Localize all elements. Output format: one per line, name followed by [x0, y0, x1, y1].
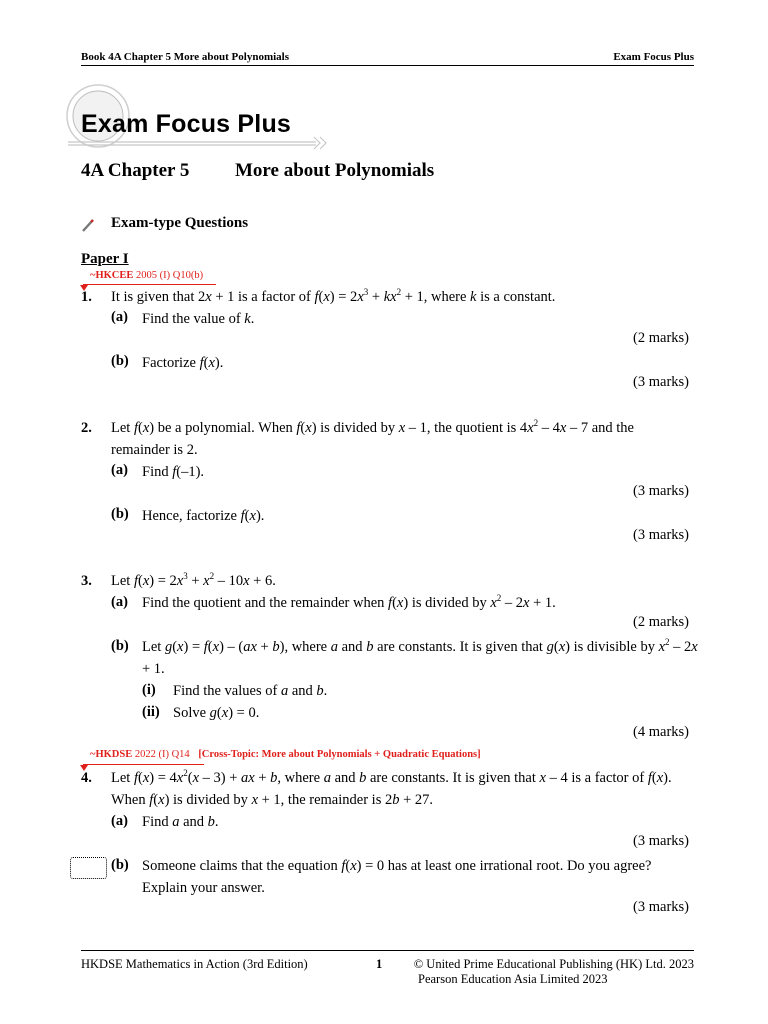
tag-underline	[83, 764, 204, 765]
question-2a-text: Find f(–1).	[142, 464, 205, 480]
footer-book-title: HKDSE Mathematics in Action (3rd Edition)	[81, 957, 308, 971]
question-1b-text: Factorize f(x).	[142, 355, 224, 371]
question-number: 1.	[81, 289, 92, 305]
part-label: (b)	[111, 638, 129, 654]
header-rule	[81, 65, 694, 66]
question-3b-text: Let g(x) = f(x) – (ax + b), where a and b are constants. It is given that g(x) is divisible by $x^2 - 2x + 1$.	[142, 637, 698, 677]
marks-label: (3 marks)	[633, 899, 689, 915]
tag-ref: 2022 (I) Q14	[134, 749, 190, 760]
tag-ref: 2005 (I) Q10(b)	[136, 270, 204, 281]
pencil-icon	[80, 217, 96, 233]
marks-label: (3 marks)	[633, 833, 689, 849]
question-4-text: Let $f(x) = 4x^2(x - 3)$ + ax + b, where a and b are constants. It is given that x – 4 is a factor of f(x). When f(x) is divided by x + 1, the remainder is 2b + 27.	[111, 768, 672, 808]
section-heading: Exam-type Questions	[111, 215, 249, 231]
subpart-label: (ii)	[142, 704, 160, 720]
source-tag-q1	[90, 270, 203, 281]
tag-exam: ~HKDSE	[90, 749, 133, 760]
question-number: 4.	[81, 770, 92, 786]
tag-cross-topic: [Cross-Topic: More about Polynomials + Quadratic Equations]	[198, 749, 481, 760]
paper-heading: Paper I	[81, 251, 129, 267]
question-number: 3.	[81, 573, 92, 589]
part-label: (a)	[111, 309, 128, 325]
marks-label: (3 marks)	[633, 374, 689, 390]
source-tag-q4	[90, 749, 481, 760]
part-label: (b)	[111, 506, 129, 522]
chapter-name: More about Polynomials	[235, 160, 435, 181]
question-3bi-text: Find the values of a and b.	[173, 683, 328, 699]
marks-label: (2 marks)	[633, 330, 689, 346]
marks-label: (3 marks)	[633, 527, 689, 543]
question-number: 2.	[81, 420, 92, 436]
question-3a-text: Find the quotient and the remainder when f(x) is divided by $x^2 - 2x + 1$.	[142, 593, 556, 611]
question-3bii-text: Solve g(x) = 0.	[173, 705, 260, 721]
marks-label: (4 marks)	[633, 724, 689, 740]
subpart-label: (i)	[142, 682, 156, 698]
chapter-number: 4A Chapter 5	[81, 160, 190, 181]
question-1-text: It is given that 2x + 1 is a factor of $f(x) = 2x^3 + kx^2 + 1$, where k is a constant.	[111, 287, 556, 305]
tag-underline	[83, 284, 216, 285]
question-3-text: Let $f(x) = 2x^3 + x^2 - 10x + 6$.	[111, 571, 276, 589]
page-title: Exam Focus Plus	[81, 110, 292, 138]
marks-label: (3 marks)	[633, 483, 689, 499]
part-label: (a)	[111, 594, 128, 610]
page-number: 1	[376, 957, 383, 971]
question-1a-text: Find the value of k.	[142, 311, 255, 327]
question-2b-text: Hence, factorize f(x).	[142, 508, 265, 524]
marks-label: (2 marks)	[633, 614, 689, 630]
footer-rule	[81, 950, 694, 951]
part-label: (a)	[111, 462, 128, 478]
answer-box[interactable]	[70, 857, 107, 879]
tag-exam: ~HKCEE	[90, 270, 134, 281]
part-label: (b)	[111, 353, 129, 369]
part-label: (a)	[111, 813, 128, 829]
question-4b-text: Someone claims that the equation f(x) = 0 has at least one irrational root. Do you agree? Explain your answer.	[142, 858, 652, 896]
part-label: (b)	[111, 857, 129, 873]
header-right: Exam Focus Plus	[613, 51, 694, 63]
question-2-text: Let f(x) be a polynomial. When f(x) is divided by x – 1, the quotient is $4x^2 - 4x - 7$ and the remainder is 2.	[111, 418, 634, 458]
footer-copyright-2: Pearson Education Asia Limited 2023	[418, 972, 608, 986]
footer-copyright: © United Prime Educational Publishing (HK) Ltd. 2023	[413, 957, 694, 971]
header-left: Book 4A Chapter 5 More about Polynomials	[81, 51, 289, 63]
question-4a-text: Find a and b.	[142, 814, 219, 830]
